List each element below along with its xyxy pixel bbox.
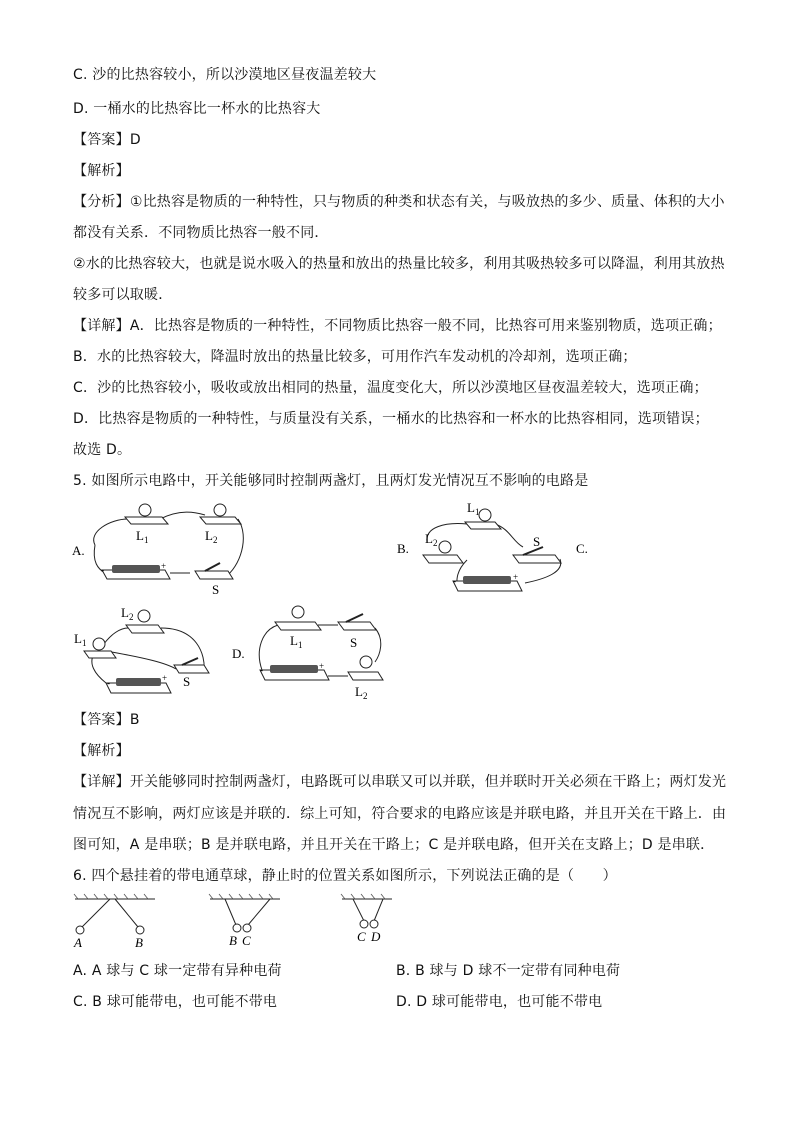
battery bbox=[116, 678, 161, 686]
label-b: B bbox=[229, 933, 237, 948]
switch-lever bbox=[182, 658, 198, 665]
lamp-base-l1 bbox=[275, 622, 321, 630]
pair-cd bbox=[341, 894, 392, 944]
q4-answer bbox=[73, 130, 141, 150]
minus-sign: - bbox=[260, 665, 263, 675]
q4-option-c: C. 沙的比热容较小，所以沙漠地区昼夜温差较大 bbox=[73, 67, 377, 83]
plus-sign: + bbox=[162, 673, 168, 683]
opt-label-d: D. bbox=[232, 646, 245, 661]
plus-sign: + bbox=[319, 661, 325, 671]
label-l1: $L_1$ bbox=[136, 528, 149, 545]
lamp-bulb-l1 bbox=[479, 509, 491, 521]
q4-analysis-2b: 较多可以取暖． bbox=[73, 287, 173, 303]
plus-sign: + bbox=[513, 572, 519, 582]
analysis-tag: 【分析】 bbox=[73, 194, 130, 210]
q4-conclusion: 故选 D。 bbox=[73, 442, 132, 458]
pair-ab bbox=[73, 894, 155, 950]
circuit-figure-a bbox=[70, 497, 250, 597]
lamp-bulb-l2 bbox=[138, 610, 150, 622]
answer-tag: 【答案】 bbox=[73, 712, 130, 728]
detail-text: 开关能够同时控制两盏灯，电路既可以串联又可以并联，但并联时开关必须在干路上；两灯发光 bbox=[129, 774, 727, 790]
q6-stem: 6. 四个悬挂着的带电通草球，静止时的位置关系如图所示，下列说法正确的是（ ） bbox=[73, 868, 617, 884]
battery bbox=[112, 565, 160, 573]
lamp-bulb-l2 bbox=[214, 504, 226, 516]
lamp-base-l1 bbox=[84, 651, 116, 658]
q5-detail-3: 图可知，A 是串联；B 是并联电路，并且开关在干路上；C 是并联电路，但开关在支路上；D 是串联． bbox=[73, 837, 715, 853]
lamp-bulb-l2 bbox=[439, 541, 451, 553]
q4-option-d: D. 一桶水的比热容比一杯水的比热容大 bbox=[73, 101, 321, 117]
opt-label-c: C. bbox=[576, 541, 588, 556]
switch-lever bbox=[346, 614, 363, 622]
detail-text: A．比热容是物质的一种特性，不同物质比热容一般不同，比热容可用来鉴别物质，选项正确； bbox=[129, 318, 722, 334]
label-l1: $L_1$ bbox=[467, 500, 480, 517]
label-l2: $L_2$ bbox=[205, 528, 218, 545]
lamp-base-l2 bbox=[423, 555, 463, 563]
ball-c bbox=[243, 924, 251, 932]
lamp-base-l1 bbox=[465, 522, 501, 529]
q5-jiexi-tag: 【解析】 bbox=[73, 743, 130, 759]
q6-option-a: A. A 球与 C 球一定带有异种电荷 bbox=[73, 963, 282, 979]
wire bbox=[94, 519, 128, 545]
lamp-base-l2 bbox=[348, 672, 383, 680]
thread bbox=[225, 899, 236, 925]
switch-base bbox=[174, 665, 209, 673]
thread bbox=[248, 899, 270, 925]
wire bbox=[106, 651, 176, 669]
q4-detail-b: B．水的比热容较大，降温时放出的热量比较多，可用作汽车发动机的冷却剂，选项正确； bbox=[73, 349, 637, 365]
q4-analysis-1a bbox=[73, 192, 725, 212]
label-s: S bbox=[183, 674, 191, 689]
answer-value: B bbox=[129, 712, 140, 728]
circuit-figure-d bbox=[230, 600, 390, 704]
minus-sign: - bbox=[101, 565, 104, 575]
thread bbox=[115, 899, 138, 927]
lamp-bulb-l1 bbox=[292, 606, 304, 618]
label-s: S bbox=[350, 635, 358, 650]
circuit-figure-c bbox=[66, 603, 216, 703]
lamp-base-l2 bbox=[200, 517, 241, 524]
q6-option-d: D. D 球可能带电，也可能不带电 bbox=[396, 994, 603, 1010]
switch-base bbox=[195, 571, 233, 579]
label-b: B bbox=[135, 935, 143, 950]
label-c: C bbox=[242, 933, 251, 948]
label-s: S bbox=[533, 534, 541, 549]
q4-analysis-2a: ②水的比热容较大，也就是说水吸入的热量和放出的热量比较多，利用其吸热较多可以降温，利用其放热 bbox=[73, 256, 725, 272]
wire bbox=[225, 519, 243, 577]
q5-detail-1 bbox=[73, 772, 726, 792]
circuit-figure-b bbox=[395, 497, 595, 601]
wire bbox=[160, 512, 205, 519]
thread bbox=[374, 899, 383, 921]
ball-d bbox=[370, 920, 378, 928]
switch-lever bbox=[205, 563, 220, 571]
label-l1: $L_1$ bbox=[290, 633, 303, 650]
thread bbox=[353, 899, 364, 921]
label-l2: $L_2$ bbox=[425, 531, 438, 548]
ball-b bbox=[233, 924, 241, 932]
q4-detail-d: D．比热容是物质的一种特性，与质量没有关系，一桶水的比热容和一杯水的比热容相同，选项错误； bbox=[73, 411, 709, 427]
ball-a bbox=[76, 926, 84, 934]
lamp-bulb-l1 bbox=[139, 504, 151, 516]
detail-tag: 【详解】 bbox=[73, 318, 130, 334]
lamp-bulb-l2 bbox=[360, 656, 372, 668]
label-c: C bbox=[357, 929, 366, 944]
q6-option-b: B. B 球与 D 球不一定带有同种电荷 bbox=[396, 963, 621, 979]
label-l2: $L_2$ bbox=[355, 684, 368, 701]
label-l1: $L_1$ bbox=[74, 631, 87, 648]
wire bbox=[375, 628, 381, 662]
q4-detail-a bbox=[73, 316, 722, 336]
q5-detail-2: 情况互不影响，两灯应该是并联的．综上可知，符合要求的电路应该是并联电路，并且开关在干路上．由 bbox=[73, 806, 727, 822]
label-a: A bbox=[74, 935, 82, 950]
minus-sign: - bbox=[453, 576, 456, 586]
q5-stem: 5. 如图所示电路中，开关能够同时控制两盏灯，且两灯发光情况互不影响的电路是 bbox=[73, 473, 589, 489]
answer-tag: 【答案】 bbox=[73, 132, 130, 148]
thread bbox=[82, 899, 110, 927]
pair-bc bbox=[209, 894, 280, 948]
lamp-base-l2 bbox=[126, 625, 164, 633]
opt-label-a: A. bbox=[72, 543, 85, 558]
answer-value: D bbox=[129, 132, 141, 148]
label-s: S bbox=[212, 582, 220, 597]
switch-base bbox=[338, 622, 376, 630]
switch-base bbox=[513, 555, 561, 563]
lamp-base-l1 bbox=[125, 517, 168, 524]
minus-sign: - bbox=[107, 678, 110, 688]
ball-b bbox=[136, 926, 144, 934]
label-l2: $L_2$ bbox=[121, 605, 134, 622]
opt-label-b: B. bbox=[397, 541, 409, 556]
detail-tag: 【详解】 bbox=[73, 774, 130, 790]
q4-analysis-1b: 都没有关系．不同物质比热容一般不同． bbox=[73, 225, 329, 241]
plus-sign: + bbox=[161, 561, 167, 571]
q4-jiexi-tag: 【解析】 bbox=[73, 163, 130, 179]
q6-option-c: C. B 球可能带电，也可能不带电 bbox=[73, 994, 278, 1010]
analysis-text: ①比热容是物质的一种特性，只与物质的种类和状态有关，与吸放热的多少、质量、体积的大小 bbox=[129, 194, 725, 210]
battery bbox=[270, 665, 318, 673]
pith-ball-figure bbox=[70, 893, 400, 951]
ball-c bbox=[360, 920, 368, 928]
q5-answer bbox=[73, 710, 140, 730]
battery bbox=[463, 576, 511, 584]
wire bbox=[259, 625, 278, 670]
label-d: D bbox=[371, 929, 381, 944]
q4-detail-c: C．沙的比热容较小，吸收或放出相同的热量，温度变化大，所以沙漠地区昼夜温差较大，选项正确； bbox=[73, 380, 708, 396]
lamp-bulb-l1 bbox=[93, 638, 105, 650]
